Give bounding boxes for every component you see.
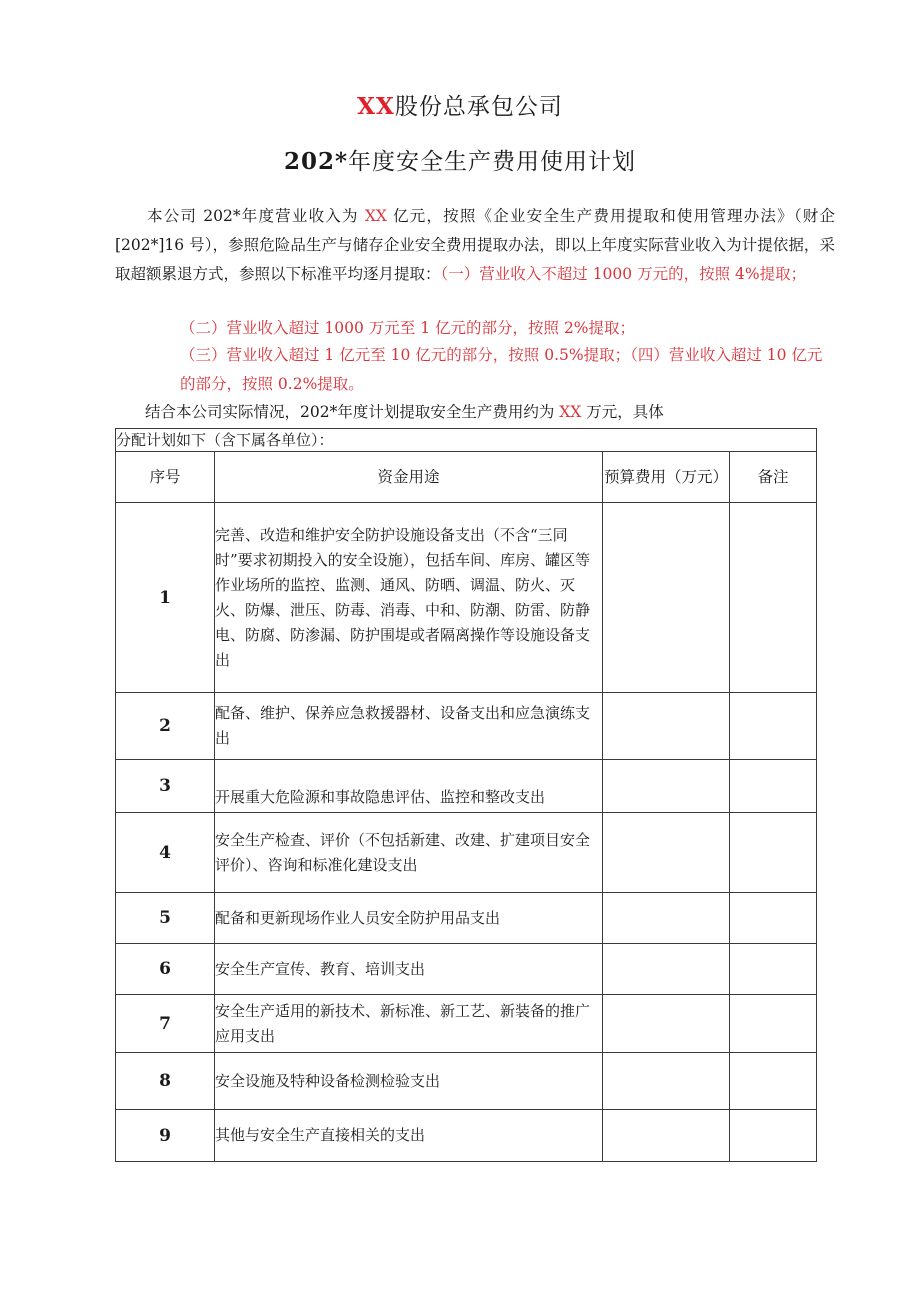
row-index: 3: [116, 760, 215, 813]
row-note-cell[interactable]: [730, 893, 817, 944]
rate-tier-1: （一）营业收入不超过 1000 万元的，按照 4%提取；: [440, 265, 807, 283]
summary-text-a: 结合本公司实际情况，202*年度计划提取安全生产费用约为: [145, 403, 560, 421]
plan-title: [0, 143, 920, 176]
row-use: 配备和更新现场作业人员安全防护用品支出: [215, 893, 603, 944]
table-row: [116, 893, 817, 944]
plan-title-text: 年度安全生产费用使用计划: [348, 149, 637, 175]
row-use: 其他与安全生产直接相关的支出: [215, 1110, 603, 1162]
table-header-row: [116, 452, 817, 503]
row-index: 6: [116, 944, 215, 995]
row-note-cell[interactable]: [730, 813, 817, 893]
company-title: [0, 88, 920, 121]
table-row: [116, 503, 817, 693]
row-note-cell[interactable]: [730, 944, 817, 995]
intro-text-a: 本公司 202*年度营业收入为: [147, 207, 365, 225]
table-intro: 分配计划如下（含下属各单位）：: [116, 429, 817, 452]
allocation-table: [115, 428, 817, 1162]
row-budget-cell[interactable]: [603, 813, 730, 893]
row-budget-cell[interactable]: [603, 1110, 730, 1162]
row-index: 2: [116, 693, 215, 760]
company-prefix: XX: [357, 93, 395, 120]
row-use: 配备、维护、保养应急救援器材、设备支出和应急演练支出: [215, 693, 603, 760]
table-row: [116, 693, 817, 760]
header-use: 资金用途: [215, 452, 603, 503]
row-note-cell[interactable]: [730, 1110, 817, 1162]
row-budget-cell[interactable]: [603, 503, 730, 693]
intro-text-b: 亿元，按照《企业安全生产费用提取和使用管理办法》（财企[202*]16 号），参照危险品生产与储存企业安全费用提取办法，即以上年度实际营业收入为计提依据，采取超额累退方式，参照以下标准平均逐月提取：: [115, 207, 835, 283]
header-note: 备注: [730, 452, 817, 503]
row-use: 开展重大危险源和事故隐患评估、监控和整改支出: [215, 760, 603, 813]
table-row: [116, 1110, 817, 1162]
plan-year: 202*: [283, 148, 349, 175]
row-index: 7: [116, 995, 215, 1053]
amount-placeholder: XX: [559, 403, 582, 421]
table-row: [116, 995, 817, 1053]
row-budget-cell[interactable]: [603, 760, 730, 813]
row-use: 完善、改造和维护安全防护设施设备支出（不含“三同时”要求初期投入的安全设施），包括车间、库房、罐区等作业场所的监控、监测、通风、防晒、调温、防火、灭火、防爆、泄压、防毒、消毒、中和、防潮、防雷、防静电、防腐、防渗漏、防护围堤或者隔离操作等设施设备支出: [215, 503, 603, 693]
row-budget-cell[interactable]: [603, 995, 730, 1053]
table-intro-row: [116, 429, 817, 452]
revenue-placeholder: XX: [364, 207, 387, 225]
rate-tier-3-4: （三）营业收入超过 1 亿元至 10 亿元的部分，按照 0.5%提取；（四）营业收入超过 10 亿元的部分，按照 0.2%提取。: [180, 346, 823, 393]
summary-paragraph: [145, 398, 835, 427]
row-note-cell[interactable]: [730, 503, 817, 693]
summary-text-b: 万元，具体: [581, 403, 664, 421]
row-use: 安全生产宣传、教育、培训支出: [215, 944, 603, 995]
row-note-cell[interactable]: [730, 760, 817, 813]
intro-paragraph: [115, 202, 835, 289]
row-index: 5: [116, 893, 215, 944]
row-use: 安全生产适用的新技术、新标准、新工艺、新装备的推广应用支出: [215, 995, 603, 1053]
table-row: [116, 760, 817, 813]
row-use: 安全生产检查、评价（不包括新建、改建、扩建项目安全评价）、咨询和标准化建设支出: [215, 813, 603, 893]
row-index: 1: [116, 503, 215, 693]
row-note-cell[interactable]: [730, 693, 817, 760]
row-budget-cell[interactable]: [603, 893, 730, 944]
row-index: 9: [116, 1110, 215, 1162]
row-note-cell[interactable]: [730, 1053, 817, 1110]
table-row: [116, 813, 817, 893]
header-index: 序号: [116, 452, 215, 503]
row-note-cell[interactable]: [730, 995, 817, 1053]
row-budget-cell[interactable]: [603, 1053, 730, 1110]
row-budget-cell[interactable]: [603, 693, 730, 760]
table-row: [116, 1053, 817, 1110]
row-use: 安全设施及特种设备检测检验支出: [215, 1053, 603, 1110]
table-row: [116, 944, 817, 995]
company-suffix: 股份总承包公司: [394, 94, 563, 120]
row-index: 4: [116, 813, 215, 893]
rate-tier-2: （二）营业收入超过 1000 万元至 1 亿元的部分，按照 2%提取；: [180, 319, 636, 337]
header-budget: 预算费用（万元）: [603, 452, 730, 503]
row-budget-cell[interactable]: [603, 944, 730, 995]
row-index: 8: [116, 1053, 215, 1110]
